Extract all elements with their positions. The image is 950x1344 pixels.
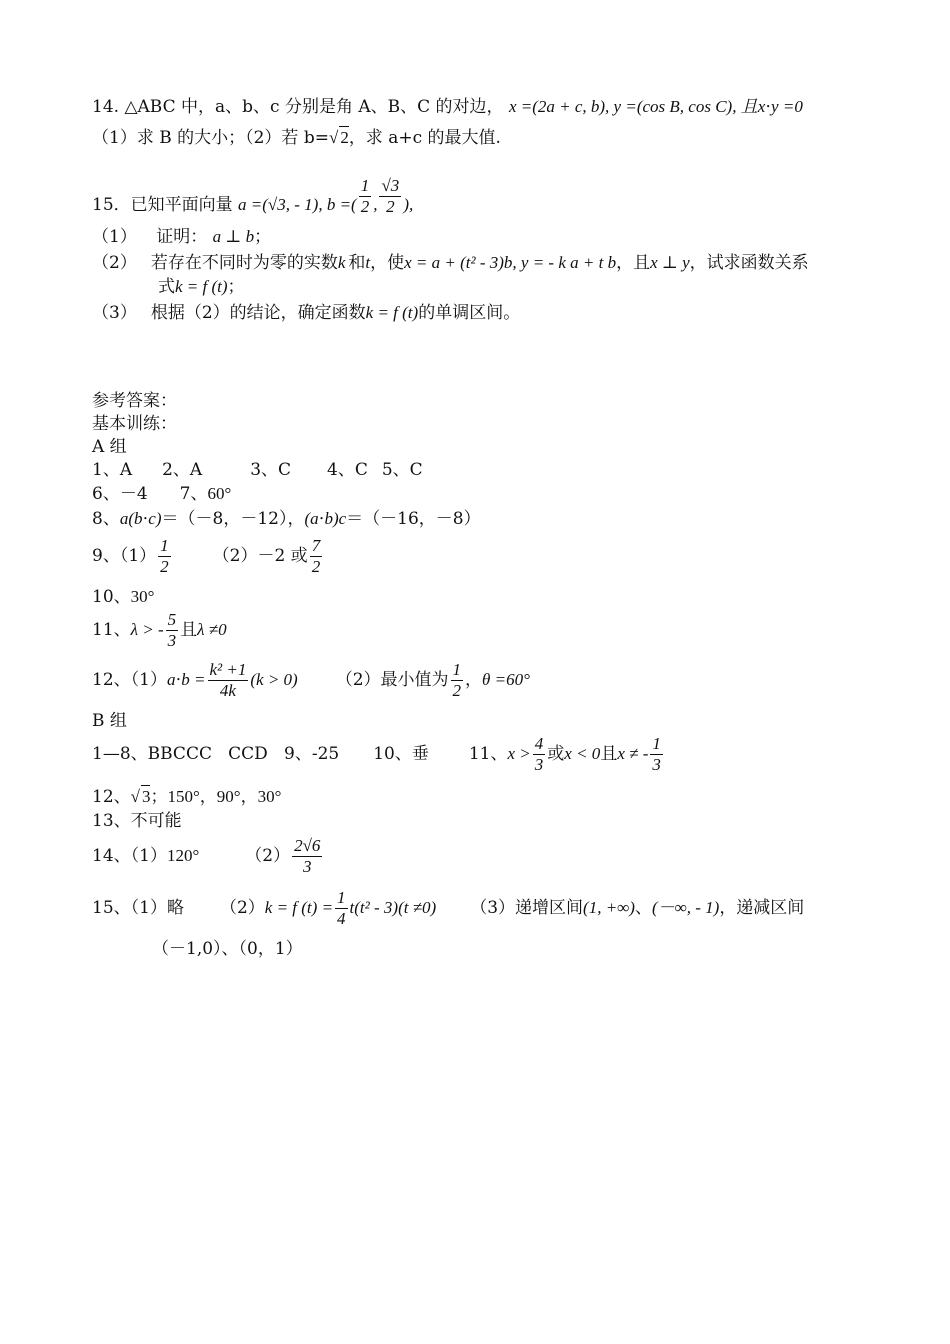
- answer-b-15-mid: （2）: [219, 898, 265, 918]
- answer-10-label: 10、: [92, 587, 131, 607]
- answer-b-12-sqrt: 3: [141, 787, 151, 806]
- answer-11-mid: 且: [180, 620, 198, 640]
- answer-b-15-frac: $\frac{1}{4}$: [337, 888, 346, 928]
- q15-part-2-line-2: [158, 276, 245, 298]
- q15-p2-line2-end: ；: [227, 277, 245, 297]
- answer-12-mid: （2）最小值为: [335, 670, 449, 690]
- answer-b-14-mid: （2）: [245, 846, 291, 866]
- answer-7-label: 7、: [179, 484, 208, 504]
- answer-12-frac-1: $\frac{\text{k² +1}}{4k}$: [209, 660, 247, 700]
- q15-head: 15．已知平面向量 a =(√3, - 1), b =( $\frac{1}{2}$ , $\frac{√3}{2}$ ),: [92, 176, 414, 216]
- answer-b-11-math-3: x ≠ -: [617, 744, 649, 763]
- answer-b-11-math-2: x < 0: [564, 744, 601, 763]
- answer-b-11-mid-2: 且: [600, 744, 618, 764]
- answer-5: 5、C: [381, 460, 423, 480]
- answer-b-11-math-1: x >: [507, 744, 531, 763]
- q15-p2-text-b: 和: [348, 253, 366, 273]
- q15-part-3: [92, 302, 520, 324]
- q15-p3-text-a: 根据（2）的结论，确定函数: [150, 303, 366, 323]
- q14-sqrt: 2: [340, 128, 349, 147]
- q15-p3-label: （3）: [92, 303, 137, 323]
- q14-text: 14. △ABC 中，a、b、c 分别是角 A、B、C 的对边，: [92, 97, 504, 117]
- answer-12-math-3: θ =60°: [482, 670, 530, 689]
- q15-p1-math: a ⊥ b: [212, 227, 255, 246]
- answer-b-15-part-3: （3）递增区间: [470, 898, 584, 918]
- q15-p2-k: k: [337, 253, 346, 272]
- answer-b-11-frac-2: $\frac{1}{3}$: [652, 734, 661, 774]
- answers-subtitle: 基本训练：: [92, 414, 177, 434]
- q14-math: x =(2a + c, b), y =(cos B, cos C), 且x⋅y =0: [508, 97, 803, 116]
- q15-p2-text-c: ，使: [370, 253, 405, 273]
- answer-12-math-2: (k > 0): [250, 670, 298, 689]
- answer-b-row-14: [92, 836, 324, 877]
- answer-b-12-rest: ；150°，90°，30°: [150, 787, 282, 806]
- answer-b-12-label: 12、: [92, 787, 131, 807]
- answer-8-label: 8、: [92, 509, 120, 529]
- answer-11-math-1: λ > -: [130, 620, 164, 639]
- q15-head-math: a =(√3, - 1), b =(: [238, 195, 357, 214]
- answer-b-11-mid: 或: [547, 744, 565, 764]
- answer-b-11-label: 11、: [468, 744, 508, 764]
- answer-10-value: 30°: [130, 587, 155, 606]
- answer-b-15-dec: ，递减区间: [719, 898, 805, 918]
- answer-b-1-9: 1—8、BBCCC CCD 9、-25: [92, 744, 340, 764]
- answer-6: 6、－4: [92, 484, 148, 504]
- answer-b-14-value-1: 120°: [166, 846, 200, 865]
- q15-p2-t: t: [365, 253, 371, 272]
- answer-11-math-2: λ ≠0: [197, 620, 227, 639]
- q15-p2-math2: x ⊥ y: [650, 253, 690, 272]
- answer-1: 1、A: [92, 460, 133, 480]
- answer-b-14-frac: $\frac{2√6}{3}$: [294, 836, 321, 876]
- q15-frac-1: $\frac{1}{2}$: [360, 176, 370, 216]
- answer-12-comma: ，: [465, 670, 483, 690]
- answer-8-value-2: ＝（－16，－8）: [346, 509, 481, 529]
- answer-row-6-7: [92, 483, 231, 505]
- answer-12-label: 12、（1）: [92, 670, 167, 690]
- answer-12-frac-2: $\frac{1}{2}$: [452, 660, 462, 700]
- answer-b-15-math-2: t(t² - 3)(t ≠0): [349, 898, 437, 917]
- answer-b-11-frac-1: $\frac{4}{3}$: [534, 734, 544, 774]
- answer-row-9: [92, 536, 324, 577]
- answer-9-frac-1: $\frac{1}{2}$: [160, 536, 169, 576]
- answers-title: 参考答案：: [92, 391, 177, 411]
- answer-7-value: 60°: [207, 484, 232, 503]
- q15-head-end: ),: [403, 195, 414, 214]
- group-a-heading: A 组: [92, 437, 127, 457]
- answer-11-label: 11、: [92, 620, 131, 640]
- q14-sub-b: ，求 a+c 的最大值.: [348, 128, 501, 148]
- answer-row-10: [92, 586, 154, 608]
- q14-line-1: [92, 96, 803, 118]
- answer-b-15-label: 15、（1）略: [92, 898, 184, 918]
- q14-sub-a: （1）求 B 的大小；（2）若 b=: [92, 128, 329, 148]
- q15-p2-math: x = a + (t² - 3)b, y = - k a + t b: [404, 253, 617, 272]
- answer-b-15-math-1: k = f (t) =: [264, 898, 334, 917]
- answer-b-row-12: 12、√ 3；150°，90°，30°: [92, 787, 282, 807]
- q14-line-2: （1）求 B 的大小；（2）若 b=√ 2，求 a+c 的最大值.: [92, 128, 501, 148]
- answer-9-mid: （2）－2 或: [212, 546, 308, 566]
- q15-p1-text: 证明：: [156, 227, 208, 247]
- q15-p3-text-b: 的单调区间。: [418, 303, 521, 323]
- q15-frac-2: $\frac{√3}{2}$: [381, 176, 400, 216]
- answer-12-math-1: a⋅b =: [166, 670, 206, 689]
- answer-9-label: 9、（1）: [92, 546, 157, 566]
- q15-p2-line2-text: 式: [158, 277, 175, 297]
- answer-4: 4、C: [327, 460, 368, 480]
- answer-8-value-1: ＝（－8，－12），: [161, 509, 305, 529]
- q15-p1-label: （1）: [92, 227, 137, 247]
- q15-head-text: 15．已知平面向量: [92, 195, 233, 215]
- q15-p2-text-a: 若存在不同时为零的实数: [150, 253, 338, 273]
- q15-p2-text-d: ，且: [616, 253, 651, 273]
- answer-row-8: [92, 508, 481, 530]
- answer-3: 3、C: [250, 460, 292, 480]
- answer-row-1-5: [92, 459, 423, 481]
- answer-2: 2、A: [162, 460, 203, 480]
- answer-9-frac-2: $\frac{7}{2}$: [311, 536, 321, 576]
- q15-p2-label: （2）: [92, 253, 137, 273]
- answer-11-frac: $\frac{5}{3}$: [167, 610, 177, 650]
- answer-b-15-math-4: (－∞, - 1): [651, 898, 720, 917]
- answer-b-10: 10、垂: [373, 744, 429, 764]
- q15-p3-math: k = f (t): [365, 303, 419, 322]
- answer-row-12: [92, 660, 530, 701]
- q15-p2-text-e: ，试求函数关系: [689, 253, 809, 273]
- answer-b-15-line-2: （－1,0）、（0，1）: [152, 939, 303, 959]
- answer-b-14-label: 14、（1）: [92, 846, 167, 866]
- answer-b-row-1: [92, 734, 665, 775]
- answer-b-13: 13、不可能: [92, 811, 182, 831]
- answer-row-11: [92, 610, 227, 651]
- answer-b-15-math-3: (1, +∞): [583, 898, 635, 917]
- answer-b-row-15: [92, 888, 804, 929]
- q15-part-2: [92, 252, 809, 274]
- answer-b-15-sep: 、: [634, 898, 652, 918]
- q15-p1-end: ；: [254, 227, 272, 247]
- q15-p2-line2-math: k = f (t): [175, 277, 228, 296]
- answer-8-math-2: (a⋅b)c: [304, 509, 347, 528]
- q15-part-1: [92, 226, 271, 248]
- answer-8-math-1: a(b⋅c): [119, 509, 162, 528]
- group-b-heading: B 组: [92, 711, 127, 731]
